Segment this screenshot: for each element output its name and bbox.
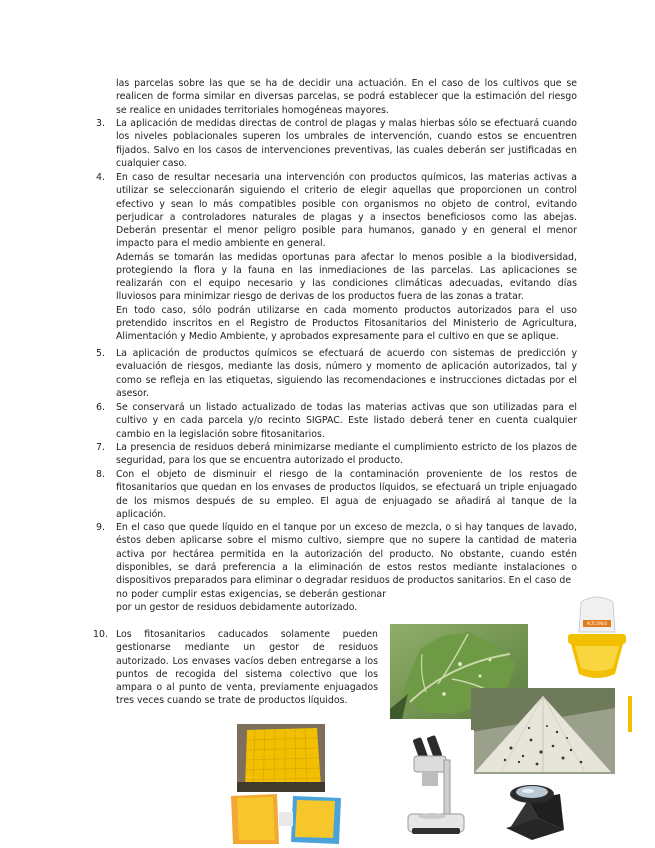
paragraph-intro-text: las parcelas sobre las que se ha de decidir una actuación. En el caso de los cultivos que se realicen de forma similar en diversas parcelas, se podrá establecer que la estimación del riesgo se realice en unidades territoriales homogéneas mayores. [116,78,577,116]
list-item-3 [116,117,577,170]
item-number-4: 4. [96,172,105,183]
list-item-10-text: Los fitosanitarios caducados solamente pueden gestionarse mediante un gestor de residuos autorizado. Los envases vacíos deben entregarse a los puntos de recogida del sistema colectivo que los ampara o al punto de venta, previamente enjuagados tres veces cuando se trate de productos líquidos. [116,629,378,707]
item-number-7: 7. [96,442,105,453]
list-item-9 [116,521,577,587]
insect-canopy-photo [471,688,615,774]
list-item-7-text: La presencia de residuos deberá minimizarse mediante el cumplimiento estricto de los plazos de seguridad, para los que se encuentra autorizado el producto. [116,442,577,467]
pheromone-trap-photo [563,594,631,684]
list-item-7 [116,441,577,468]
item-number-8: 8. [96,469,105,480]
list-item-9-continued-text: no poder cumplir estas exigencias, se deberán gestionar por un gestor de residuos debidamente autorizado. [116,589,386,614]
trap-edge-strip [628,696,632,732]
list-item-6 [116,401,577,441]
list-item-4-text-c: En todo caso, sólo podrán utilizarse en cada momento productos autorizados para el uso pretendido inscritos en el Registro de Productos Fitosanitarios del Ministerio de Agricultura, Alimentación y Medio Ambiente, y aprobados expresamente para el cultivo en que se aplique. [116,304,577,342]
item-number-9: 9. [96,522,105,533]
trap-label: ALTCONES [586,621,608,626]
list-item-5-text: La aplicación de productos químicos se efectuará de acuerdo con sistemas de predicción y evaluación de riesgos, mediante las dosis, número y momento de aplicación autorizados, tal y como se refleja en las etiquetas, siguiendo las recomendaciones e instrucciones dictadas por el asesor. [116,348,577,399]
list-item-3-text: La aplicación de medidas directas de control de plagas y malas hierbas sólo se efectuará cuando los niveles poblacionales superen los umbrales de intervención, cuando estos se encuentren fijados. Salvo en los casos de intervenciones preventivas, las cuales deberán ser justificadas en cualquier caso. [116,118,577,169]
magnifier-loupe-photo [498,774,572,844]
list-item-6-text: Se conservará un listado actualizado de todas las materias activas que son utilizadas para el cultivo y en cada parcela y/o recinto SIGPAC. Este listado deberá tener en cuenta cualquier cambio en la legislación sobre fitosanitarios. [116,402,577,440]
list-item-4-text-a: En caso de resultar necesaria una intervención con productos químicos, las materias activas a utilizar se seleccionarán siguiendo el criterio de elegir aquellas que proporcionen un control efectivo y sean lo más compatibles posible con organismos no objeto de control, evitando perjudicar a controladores naturales de plagas y a insectos beneficiosos como las abejas. Deberán presentar el menor peligro posible para humanos, ganado y en general el menor impacto para el medio ambiente en general. [116,172,577,250]
item-number-10: 10. [93,629,108,640]
list-item-9-continued [116,588,386,615]
list-item-8-text: Con el objeto de disminuir el riesgo de la contaminación proveniente de los restos de fitosanitarios que quedan en los envases de productos líquidos, se efectuará un triple enjuagado de los mismos después de su empleo. El agua de enjuagado se añadirá al tanque de la aplicación. [116,469,577,520]
item-number-3: 3. [96,118,105,129]
microscope-photo [394,730,474,840]
yellow-sticky-trap-photo [237,724,325,792]
list-item-10 [116,628,378,708]
list-item-5 [116,347,577,400]
list-item-4-text-b: Además se tomarán las medidas oportunas para afectar lo menos posible a la biodiversidad, protegiendo la flora y la fauna en las inmediaciones de las parcelas. Las aplicaciones se realizarán con el equipo necesario y las condiciones climáticas adecuadas, evitando días lluviosos para minimizar riesgo de derivas de los productos fuera de las zonas a tratar. [116,251,577,303]
item-number-5: 5. [96,348,105,359]
sticky-cards-photo [229,792,345,846]
list-item-8 [116,468,577,521]
item-number-6: 6. [96,402,105,413]
paragraph-intro [116,77,577,117]
list-item-9-text: En el caso que quede líquido en el tanque por un exceso de mezcla, o si hay tanques de lavado, éstos deben aplicarse sobre el mismo cultivo, siempre que no supere la cantidad de materia activa por hectárea permitida en la autorización del producto. No obstante, cuando estén disponibles, se dará preferencia a la eliminación de estos restos mediante instalaciones o dispositivos preparados para eliminar o degradar residuos de productos sanitarios. En el caso de [116,522,577,586]
list-item-4 [116,171,577,343]
